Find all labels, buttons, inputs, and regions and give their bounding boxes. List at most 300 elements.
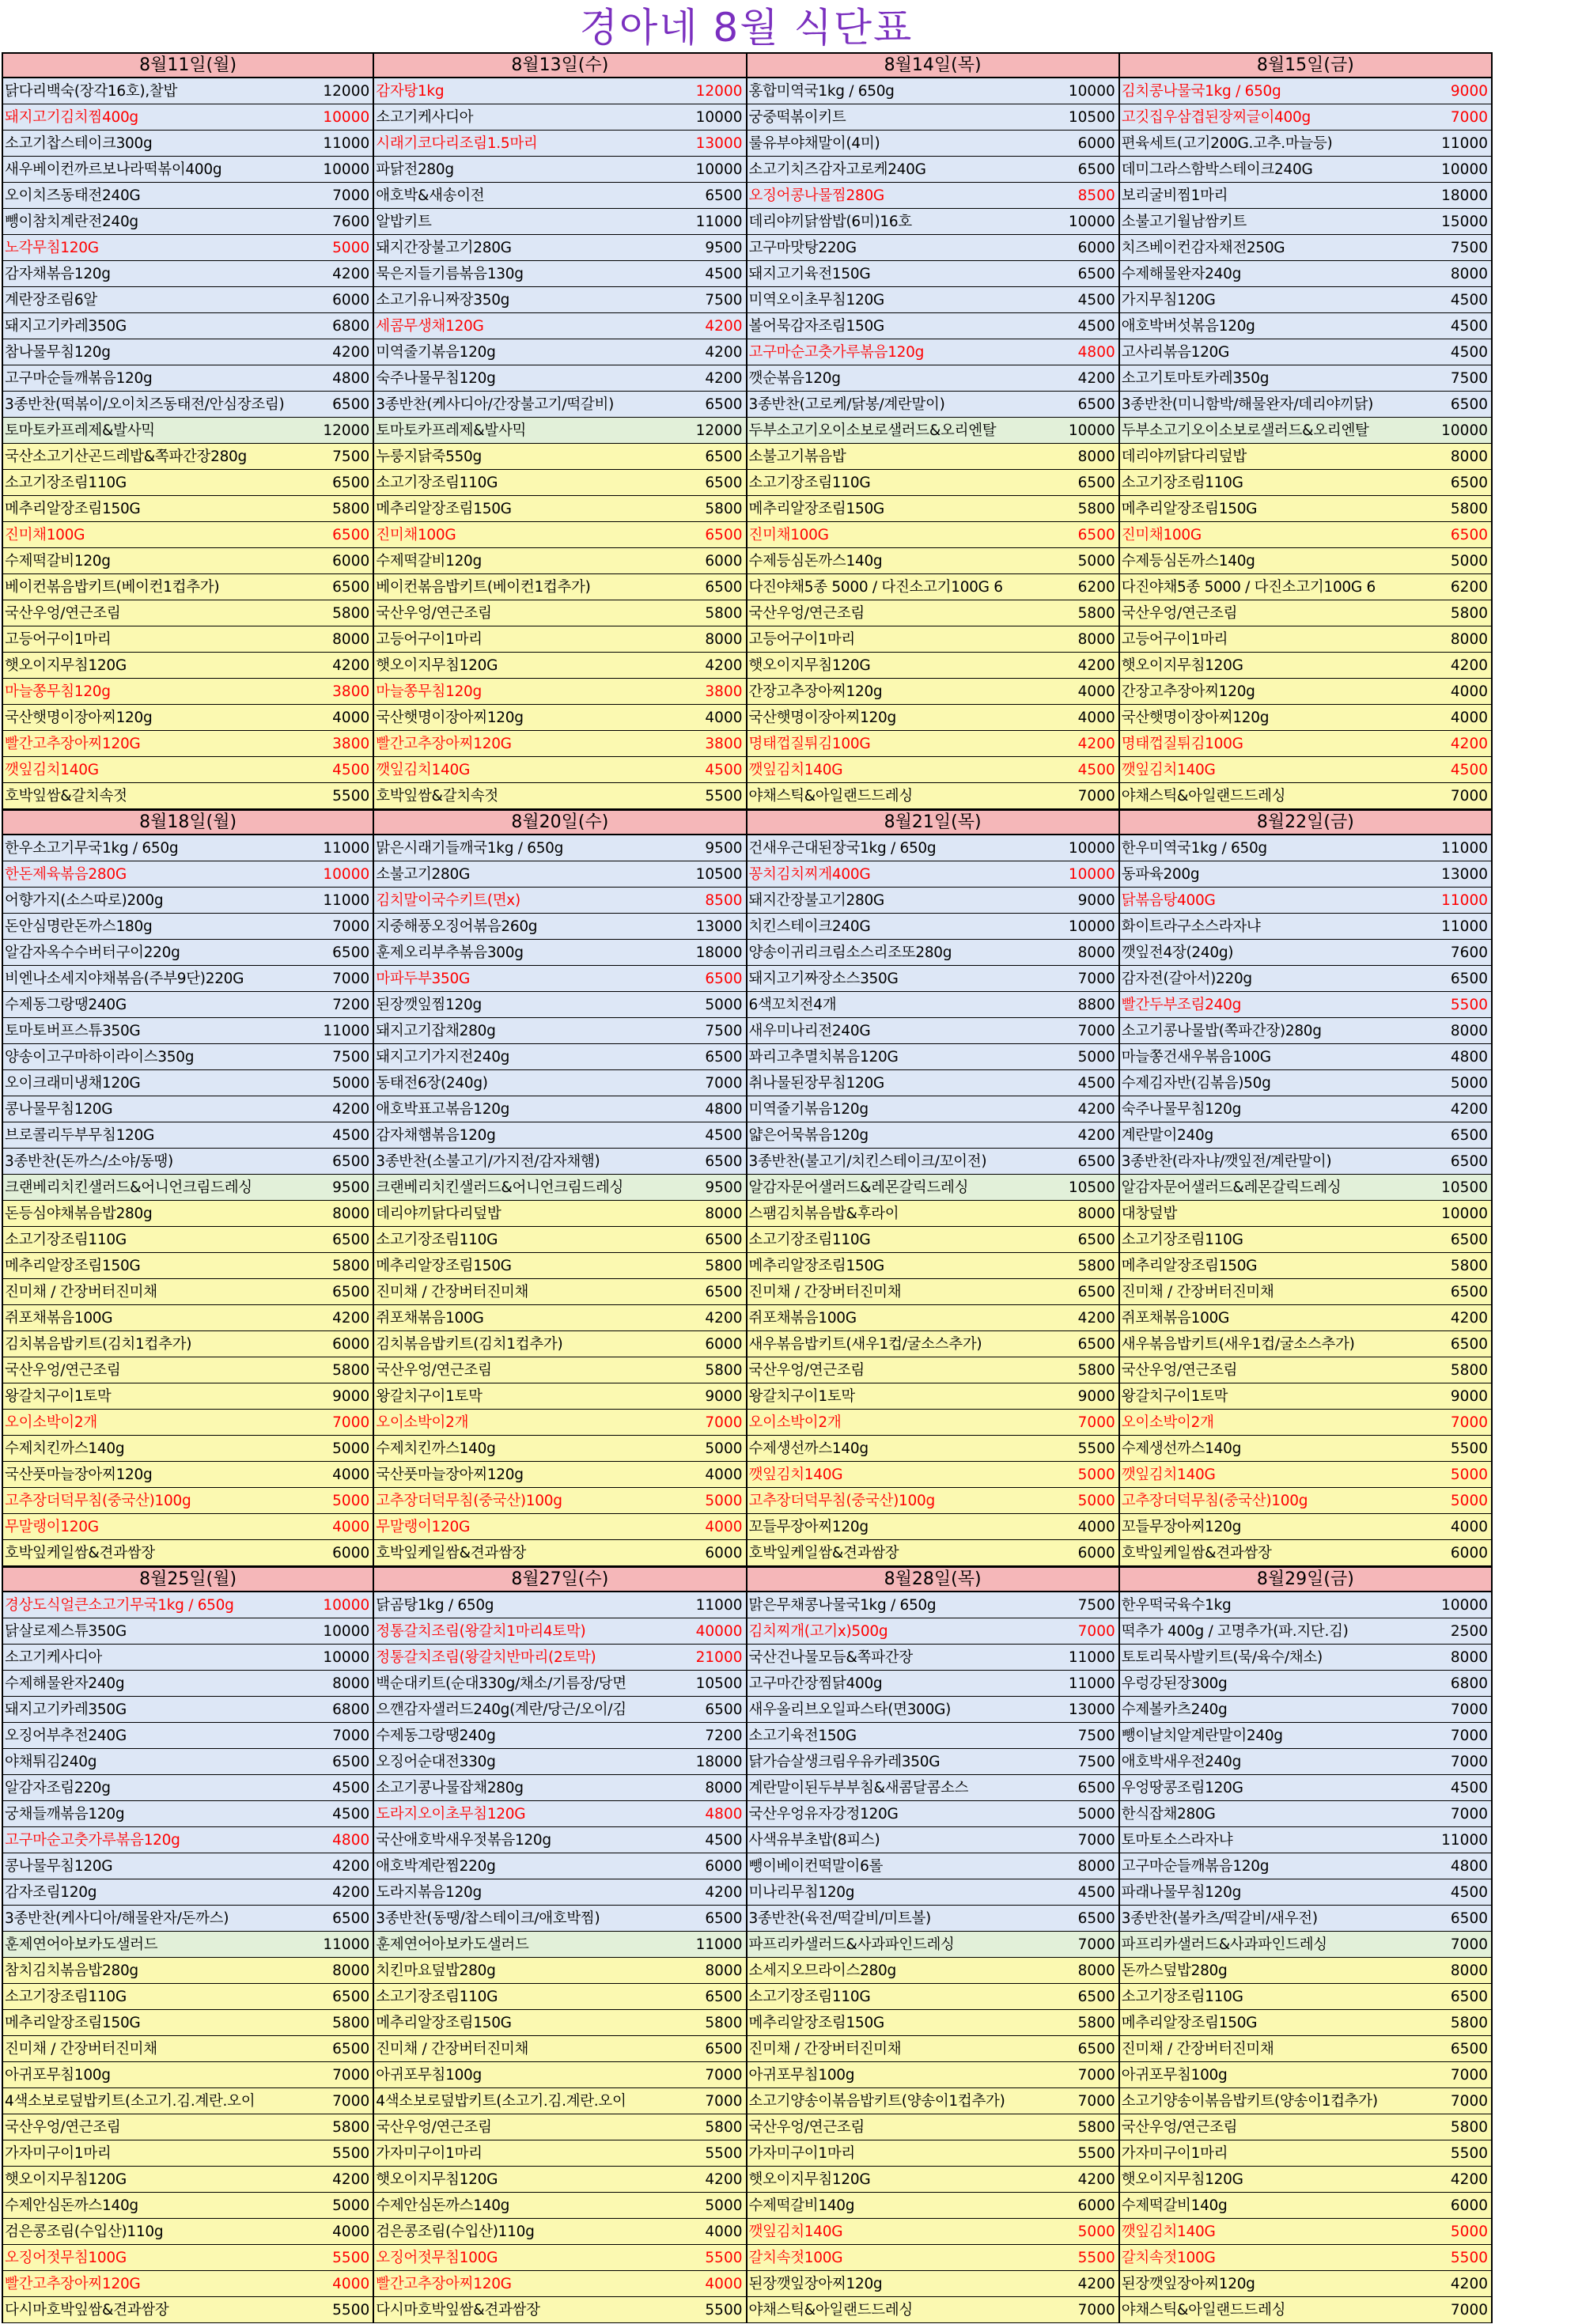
menu-item [1120,1697,1493,1723]
menu-item-name: 야채스틱&아일랜드드레싱 [748,2301,913,2318]
menu-item-price: 7000 [332,2092,370,2110]
menu-item-price: 5500 [705,2249,743,2266]
side-dish-row [2,2036,1493,2062]
menu-item-name: 수제떡갈비120g [5,552,111,570]
menu-item [747,1357,1120,1383]
menu-item-name: 국산풋마늘장아찌120g [5,1466,153,1483]
menu-item [2,444,374,470]
menu-item-name: 소고기유니짜장350g [376,291,510,308]
menu-item-name: 토마토소스라자냐 [1121,1831,1233,1849]
menu-item [1120,1149,1493,1175]
menu-item [1120,2114,1493,2140]
menu-item-price: 11000 [323,1022,370,1039]
menu-item [747,1122,1120,1149]
side-dish-row [2,2271,1493,2297]
menu-item [1120,705,1493,731]
menu-item-name: 뺑이참치계란전240g [5,213,138,230]
menu-item [1120,1122,1493,1149]
menu-item [374,2245,747,2271]
menu-item [374,444,747,470]
menu-item-name: 토마토카프레제&발사믹 [5,422,155,439]
menu-item-price: 5000 [332,239,370,256]
menu-item-name: 진미채100G [376,526,456,543]
menu-item-name: 도라지오이초무침120G [376,1805,526,1822]
menu-item [1120,2062,1493,2088]
menu-item-name: 알감자옥수수버터구이220g [5,944,180,961]
menu-item-name: 깻잎김치140G [748,1466,843,1483]
main-dish-row [2,365,1493,392]
menu-item-name: 꼬들무장아찌120g [748,1518,869,1535]
menu-item-name: 깻순볶음120g [748,369,841,387]
menu-item-name: 수제해물완자240g [5,1675,125,1692]
menu-item-price: 10000 [323,1596,370,1614]
menu-item-name: 아귀포무침100g [1121,2066,1228,2084]
menu-item [1120,2245,1493,2271]
main-dish-row [2,1618,1493,1645]
menu-item-price: 12000 [695,422,743,439]
menu-item-price: 11000 [695,1936,743,1953]
menu-item [1120,1462,1493,1488]
menu-item-name: 고등어구이1마리 [5,630,112,648]
menu-item [374,1122,747,1149]
menu-item-price: 4200 [705,657,743,674]
side-dish-row [2,626,1493,653]
menu-item [1120,235,1493,261]
menu-item [374,1879,747,1906]
menu-item [2,861,374,888]
menu-item-price: 13000 [695,918,743,935]
menu-item-name: 야채스틱&아일랜드드레싱 [748,787,913,804]
menu-item [2,1775,374,1801]
menu-item-price: 6500 [705,1988,743,2005]
menu-item-price: 4500 [1077,1883,1115,1901]
menu-item [374,731,747,757]
menu-item-name: 닭살로제스튜350G [5,1622,127,1640]
menu-item-price: 4000 [1077,683,1115,700]
menu-item [374,496,747,522]
menu-item [747,1723,1120,1749]
menu-item [747,522,1120,548]
menu-item-price: 3800 [705,683,743,700]
menu-item-price: 10000 [323,1622,370,1640]
menu-item-price: 5500 [1450,1440,1488,1457]
menu-item-name: 오이치즈동태전240G [5,187,141,204]
menu-item [2,157,374,183]
menu-item-name: 미역줄기볶음120g [748,1100,869,1118]
main-dish-row [2,888,1493,914]
menu-item-name: 국산우엉/연근조림 [5,2118,121,2136]
menu-item-price: 11000 [323,134,370,152]
menu-item-price: 7000 [1450,1805,1488,1822]
menu-item-name: 계란장조림6알 [5,291,97,308]
menu-item [1120,1514,1493,1540]
menu-item-price: 6500 [705,187,743,204]
day-header: 8월15일(금) [1120,52,1493,78]
menu-item-name: 참나물무침120g [5,343,111,361]
menu-item [374,2297,747,2323]
menu-item [2,1618,374,1645]
menu-item-name: 뺑이베이컨떡말이6롤 [748,1857,884,1875]
menu-item-price: 7000 [1450,108,1488,126]
menu-item-name: 아귀포무침100g [748,2066,855,2084]
menu-item [2,1592,374,1618]
menu-item-price: 4200 [1077,2275,1115,2292]
menu-item-name: 떡추가 400g / 고명추가(파.지단.김) [1121,1622,1349,1640]
menu-item [2,1723,374,1749]
menu-item-price: 5000 [1077,1492,1115,1509]
menu-item-price: 6000 [705,1857,743,1875]
menu-item-price: 10500 [1441,1179,1488,1196]
menu-item-price: 7000 [1077,1414,1115,1431]
menu-item-price: 3800 [332,683,370,700]
menu-item-name: 크랜베리치킨샐러드&어니언크림드레싱 [376,1179,624,1196]
menu-item-price: 9000 [1450,82,1488,100]
side-dish-row [2,1984,1493,2010]
menu-item [1120,1645,1493,1671]
menu-item-price: 18000 [695,1753,743,1770]
menu-item [747,2036,1120,2062]
menu-item-price: 4000 [1077,709,1115,726]
menu-item-name: 파닭전280g [376,161,454,178]
menu-item-price: 6500 [1077,265,1115,282]
menu-item-name: 콩나물무침120G [5,1857,113,1875]
menu-item-name: 쥐포채볶음100G [376,1309,484,1327]
menu-item-name: 미역오이초무침120G [748,291,884,308]
menu-item-price: 4500 [1077,761,1115,778]
week-header-row [2,1566,1493,1592]
menu-item-price: 13000 [1068,1701,1115,1718]
menu-item-price: 6500 [1450,474,1488,491]
main-dish-row [2,1122,1493,1149]
menu-item [747,1279,1120,1305]
side-dish-row [2,1488,1493,1514]
menu-item-price: 5000 [1077,1466,1115,1483]
menu-item-name: 된장깻잎장아찌120g [1121,2275,1255,2292]
menu-item [747,1436,1120,1462]
menu-item-price: 6500 [332,1753,370,1770]
menu-item-name: 치즈베이컨감자채전250G [1121,239,1285,256]
menu-item [374,705,747,731]
menu-item [2,1645,374,1671]
menu-item-price: 11000 [1441,839,1488,857]
menu-item [2,365,374,392]
menu-item-name: 깻잎김치140G [5,761,99,778]
menu-item-name: 가지무침120G [1121,291,1216,308]
menu-item [374,522,747,548]
menu-item [374,1618,747,1645]
menu-item [1120,2088,1493,2114]
menu-item-name: 고추장더덕무침(중국산)100g [748,1492,935,1509]
menu-item-name: 새우올리브오일파스타(면300G) [748,1701,952,1718]
menu-item-name: 소고기케사디아 [5,1648,102,1666]
menu-item-name: 고추장더덕무침(중국산)100g [5,1492,191,1509]
menu-item-name: 애호박표고볶음120g [376,1100,510,1118]
menu-item [2,914,374,940]
day-header: 8월14일(목) [747,52,1120,78]
menu-item [2,1697,374,1723]
menu-item [2,1253,374,1279]
menu-item-price: 4000 [1450,1518,1488,1535]
menu-item-name: 호박잎케일쌈&견과쌈장 [1121,1544,1272,1561]
menu-item-price: 4500 [332,1126,370,1144]
menu-item-price: 4500 [1077,291,1115,308]
menu-item [2,209,374,235]
menu-item-name: 수제볼카츠240g [1121,1701,1228,1718]
menu-item-price: 10000 [323,108,370,126]
menu-item-price: 8500 [1077,187,1115,204]
menu-item [374,1645,747,1671]
menu-item [1120,1775,1493,1801]
menu-item [2,574,374,600]
menu-item-price: 7000 [705,1074,743,1092]
main-dish-row [2,1645,1493,1671]
menu-item [2,1227,374,1253]
menu-item-name: 지중해풍오징어볶음260g [376,918,538,935]
menu-item-name: 메추리알장조림150G [376,2014,512,2031]
menu-item-name: 진미채 / 간장버터진미채 [5,1283,157,1300]
day-header: 8월25일(월) [2,1566,374,1592]
menu-item-price: 8000 [1450,1962,1488,1979]
menu-item-price: 7000 [1450,2092,1488,2110]
menu-item-price: 6200 [1450,578,1488,596]
menu-item [1120,2036,1493,2062]
menu-item [2,2167,374,2193]
menu-item [1120,1723,1493,1749]
menu-item-name: 소고기콩나물밥(쪽파간장)280g [1121,1022,1322,1039]
menu-item [747,78,1120,104]
menu-item-name: 수제치킨까스140g [376,1440,496,1457]
menu-item-price: 8000 [1450,1648,1488,1666]
menu-item-name: 빨간고추장아찌120G [5,2275,141,2292]
menu-item-price: 6000 [1077,239,1115,256]
menu-item-name: 메추리알장조림150G [5,500,141,517]
menu-item [747,705,1120,731]
side-dish-row [2,1436,1493,1462]
menu-item-name: 취나물된장무침120G [748,1074,884,1092]
menu-item [1120,1749,1493,1775]
menu-item-name: 가자미구이1마리 [748,2144,855,2162]
menu-item-price: 6500 [1077,161,1115,178]
menu-item [374,2219,747,2245]
menu-item [747,1827,1120,1853]
menu-item-name: 간장고추장아찌120g [1121,683,1255,700]
menu-item-name: 룰유부야채말이(4미) [748,134,880,152]
menu-item-price: 6800 [332,1701,370,1718]
menu-item [1120,2297,1493,2323]
menu-item-name: 돼지고기육전150G [748,265,871,282]
menu-item [747,1749,1120,1775]
menu-item-name: 메추리알장조림150G [748,1257,884,1274]
menu-item [747,888,1120,914]
menu-item-name: 명태껍질튀김100G [748,735,871,752]
menu-item [747,392,1120,418]
menu-item [1120,1827,1493,1853]
menu-item-price: 8000 [705,1962,743,1979]
menu-item-name: 김치콩나물국1kg / 650g [1121,82,1281,100]
menu-item-name: 갈치속젓100G [748,2249,843,2266]
menu-item [374,626,747,653]
menu-item-name: 메추리알장조림150G [748,500,884,517]
menu-item-price: 5500 [705,787,743,804]
menu-item-price: 6500 [705,1910,743,1927]
menu-item-price: 4800 [332,1831,370,1849]
menu-item [1120,2140,1493,2167]
menu-item [374,313,747,339]
side-dish-row [2,2010,1493,2036]
side-dish-row [2,783,1493,809]
side-dish-row [2,1279,1493,1305]
menu-item [374,1175,747,1201]
menu-item-name: 소고기장조림110G [376,1988,498,2005]
menu-item-price: 8000 [705,1779,743,1796]
menu-item-name: 햇오이지무침120G [748,657,871,674]
menu-item [747,1853,1120,1879]
menu-item-price: 5000 [1077,552,1115,570]
menu-item [2,131,374,157]
menu-item-name: 새우볶음밥키트(새우1컵/굴소스추가) [1121,1335,1355,1353]
menu-item-price: 6000 [705,552,743,570]
menu-item-name: 돼지고기가지전240g [376,1048,510,1065]
menu-item-price: 5800 [1077,604,1115,622]
menu-item [747,2271,1120,2297]
menu-item-name: 감자채햄볶음120g [376,1126,496,1144]
menu-item-name: 한우떡국육수1kg [1121,1596,1232,1614]
menu-item [1120,418,1493,444]
menu-item [1120,522,1493,548]
menu-item-price: 10000 [323,865,370,883]
menu-item [2,653,374,679]
menu-item-name: 닭다리백숙(장각16호),찰밥 [5,82,178,100]
menu-item-price: 5000 [1450,2223,1488,2240]
menu-item [747,1671,1120,1697]
menu-item [374,157,747,183]
menu-item-price: 5000 [1077,1805,1115,1822]
menu-item-price: 7000 [1450,1727,1488,1744]
menu-item [2,1906,374,1932]
menu-item-name: 야채튀김240g [5,1753,97,1770]
menu-item-name: 묵은지들기름볶음130g [376,265,524,282]
menu-item [2,2036,374,2062]
menu-item [747,574,1120,600]
menu-item [747,1410,1120,1436]
menu-item-name: 고사리볶음120G [1121,343,1230,361]
menu-item-price: 4800 [1450,1048,1488,1065]
menu-item-price: 6500 [1450,1126,1488,1144]
menu-item-price: 10000 [1441,1205,1488,1222]
menu-item-price: 4500 [332,1805,370,1822]
menu-item [374,574,747,600]
menu-item [2,1462,374,1488]
menu-item-name: 돼지고기김치찜400g [5,108,138,126]
menu-item-price: 5000 [332,1074,370,1092]
menu-item [747,679,1120,705]
menu-item-name: 수제떡갈비140g [748,2197,855,2214]
menu-item-name: 한우소고기무국1kg / 650g [5,839,179,857]
menu-item [747,1697,1120,1723]
menu-item [374,470,747,496]
day-header: 8월27일(수) [374,1566,747,1592]
menu-item [2,1853,374,1879]
menu-item [374,261,747,287]
menu-item-name: 소고기케사디아 [376,108,474,126]
side-dish-row [2,1227,1493,1253]
menu-item-price: 6500 [332,1231,370,1248]
menu-item [374,2036,747,2062]
menu-item-price: 7000 [705,2066,743,2084]
menu-item [1120,78,1493,104]
menu-item-name: 소세지오므라이스280g [748,1962,896,1979]
menu-item-name: 미역줄기볶음120g [376,343,496,361]
menu-item [1120,1253,1493,1279]
menu-item [1120,1592,1493,1618]
menu-item [747,418,1120,444]
menu-item-price: 5800 [705,1361,743,1379]
menu-item [2,888,374,914]
menu-item [747,914,1120,940]
main-dish-row [2,183,1493,209]
menu-item-price: 5000 [1077,2223,1115,2240]
menu-item-name: 국산우엉/연근조림 [1121,604,1238,622]
menu-item [1120,496,1493,522]
menu-item-name: 홍합미역국1kg / 650g [748,82,895,100]
menu-item-name: 동파육200g [1121,865,1200,883]
menu-item-price: 7200 [705,1727,743,1744]
menu-item [374,835,747,861]
menu-item [747,2062,1120,2088]
menu-item-price: 4200 [332,1857,370,1875]
menu-item-price: 6500 [1077,1988,1115,2005]
side-dish-row [2,470,1493,496]
menu-item-price: 4200 [705,317,743,335]
menu-item [747,157,1120,183]
menu-item-price: 4200 [332,343,370,361]
menu-item-name: 국산햇명이장아찌120g [1121,709,1270,726]
menu-item-name: 한돈제육볶음280G [5,865,127,883]
menu-item-price: 7500 [1077,1596,1115,1614]
menu-item [2,470,374,496]
side-dish-row [2,653,1493,679]
menu-item [1120,731,1493,757]
menu-item-name: 수제생선까스140g [748,1440,869,1457]
menu-item [1120,444,1493,470]
menu-item-price: 6500 [1450,1910,1488,1927]
menu-item [747,1201,1120,1227]
menu-item-price: 4500 [332,761,370,778]
menu-item [1120,757,1493,783]
menu-item-price: 4000 [1077,1518,1115,1535]
menu-item-price: 13000 [1441,865,1488,883]
menu-item-name: 깻잎김치140G [748,761,843,778]
side-dish-row [2,1958,1493,1984]
main-dish-row [2,1096,1493,1122]
menu-item-price: 12000 [323,422,370,439]
menu-item-price: 5800 [332,2118,370,2136]
menu-item-price: 5500 [1450,996,1488,1013]
menu-item-price: 4000 [705,2223,743,2240]
menu-item-price: 4000 [705,1466,743,1483]
menu-item [1120,888,1493,914]
menu-item [747,1906,1120,1932]
menu-item-price: 4000 [332,1518,370,1535]
menu-item-price: 6000 [1077,2197,1115,2214]
menu-item-name: 양송이고구마하이라이스350g [5,1048,195,1065]
menu-item-name: 국산풋마늘장아찌120g [376,1466,524,1483]
menu-item-price: 4200 [1077,735,1115,752]
menu-item-name: 고등어구이1마리 [376,630,483,648]
menu-item [747,1175,1120,1201]
menu-item-price: 11000 [1441,134,1488,152]
menu-item-name: 애호박&새송이전 [376,187,485,204]
